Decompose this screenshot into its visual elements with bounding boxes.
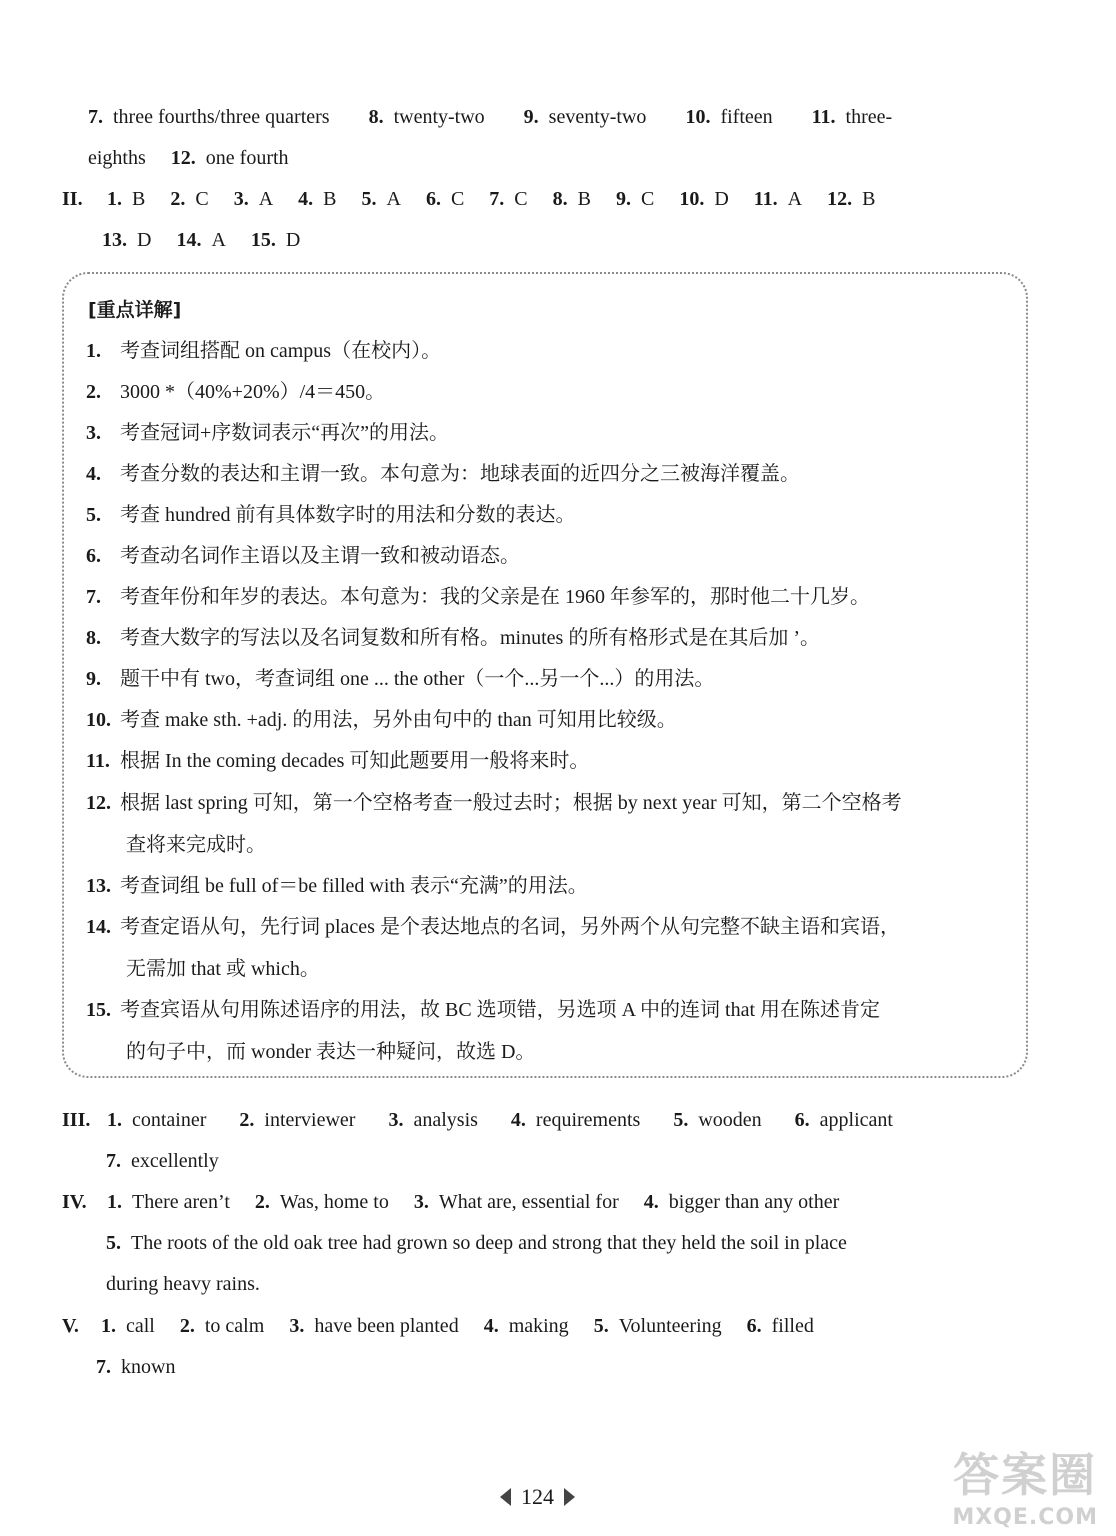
section-4-roman: IV. [62, 1191, 87, 1213]
answer-item: 3. A [233, 188, 274, 210]
answer-item: 8. B [552, 188, 591, 210]
section-1-row-1 [88, 104, 912, 130]
answer-item: 4. requirements [510, 1109, 641, 1131]
section-3-roman: III. [62, 1109, 91, 1131]
answer-item: 12. B [827, 188, 876, 210]
answer-item: 3. analysis [388, 1109, 478, 1131]
explanation-line: 13. 考查词组 be full of＝be filled with 表示“充满”的用法。 [86, 875, 588, 897]
section-4-row-1 [62, 1189, 859, 1215]
answer-item: 5. Volunteering [593, 1315, 722, 1337]
page-number-bar [500, 1484, 575, 1510]
section-5-roman: V. [62, 1315, 79, 1337]
explanation-line: 4. 考查分数的表达和主谓一致。本句意为：地球表面的近四分之三被海洋覆盖。 [86, 463, 800, 485]
answer-continuation: during heavy rains. [106, 1273, 260, 1295]
answer-item: 11. A [753, 188, 803, 210]
answer-item: 13. D [102, 229, 152, 251]
answer-item: 4. B [298, 188, 337, 210]
answer-item: 14. A [176, 229, 226, 251]
explanation-heading: [重点详解] [88, 299, 182, 321]
explanation-line: 6. 考查动名词作主语以及主谓一致和被动语态。 [86, 545, 520, 567]
page-number: 124 [521, 1484, 554, 1509]
section-2-row-1 [62, 186, 895, 212]
watermark-logo [952, 1439, 1098, 1530]
answer-item: 6. C [425, 188, 465, 210]
answer-item: 6. applicant [794, 1109, 893, 1131]
answer-item: 10. fifteen [685, 106, 773, 128]
explanation-line: 12. 根据 last spring 可知，第一个空格考查一般过去时；根据 by next year 可知，第二个空格考 [86, 792, 902, 814]
answer-item: 11. three- [811, 106, 893, 128]
answer-item: 5. A [361, 188, 401, 210]
answer-item: eighths [88, 147, 146, 169]
explanation-line: 5. 考查 hundred 前有具体数字时的用法和分数的表达。 [86, 504, 576, 526]
right-triangle-icon [564, 1488, 575, 1506]
answer-item: 9. seventy-two [523, 106, 647, 128]
left-triangle-icon [500, 1488, 511, 1506]
answer-item: 2. interviewer [239, 1109, 356, 1131]
answer-item: 1. container [107, 1109, 207, 1131]
explanation-line: 3. 考查冠词+序数词表示“再次”的用法。 [86, 422, 450, 444]
answer-item: 3. have been planted [289, 1315, 459, 1337]
answer-item: 12. one fourth [170, 147, 289, 169]
answer-item: 2. C [170, 188, 209, 210]
explanation-line: 11. 根据 In the coming decades 可知此题要用一般将来时。 [86, 750, 590, 772]
explanation-line: 7. 考查年份和年岁的表达。本句意为：我的父亲是在 1960 年参军的，那时他二十几岁。 [86, 586, 870, 608]
answer-item: 5. The roots of the old oak tree had grown so deep and strong that they held the soil in place [106, 1232, 847, 1254]
section-4-row-2 [106, 1230, 867, 1256]
section-2-row-2 [102, 227, 320, 253]
answer-item: 7. known [96, 1356, 176, 1378]
answer-item: 1. call [101, 1315, 155, 1337]
answer-item: 7. C [489, 188, 528, 210]
watermark-line-1: 答案圈 [953, 1448, 1098, 1502]
section-3-row-2 [106, 1148, 239, 1174]
answer-item: 1. There aren’t [107, 1191, 230, 1213]
answer-item: 2. Was, home to [254, 1191, 389, 1213]
explanation-line: 查将来完成时。 [126, 834, 266, 856]
explanation-line: 10. 考查 make sth. +adj. 的用法，另外由句中的 than 可知用比较级。 [86, 709, 677, 731]
section-5-row-1 [62, 1313, 834, 1339]
explanation-line: 9. 题干中有 two，考查词组 one ... the other（一个...另一个...）的用法。 [86, 668, 715, 690]
answer-item: 8. twenty-two [368, 106, 485, 128]
answer-item: 6. filled [746, 1315, 814, 1337]
explanation-line: 8. 考查大数字的写法以及名词复数和所有格。minutes 的所有格形式是在其后加 ’。 [86, 627, 820, 649]
answer-item: 4. making [483, 1315, 569, 1337]
section-5-row-2 [96, 1354, 195, 1380]
answer-item: 4. bigger than any other [643, 1191, 840, 1213]
answer-item: 7. three fourths/three quarters [88, 106, 330, 128]
section-3-row-1 [62, 1107, 913, 1133]
answer-item: 3. What are, essential for [413, 1191, 619, 1213]
section-4-row-3 [106, 1271, 260, 1297]
answer-item: 7. excellently [106, 1150, 219, 1172]
answer-item: 2. to calm [179, 1315, 265, 1337]
answer-item: 15. D [250, 229, 301, 251]
watermark-line-2: MXQE.COM [952, 1505, 1098, 1530]
section-2-roman: II. [62, 188, 83, 210]
explanation-line: 无需加 that 或 which。 [126, 958, 320, 980]
explanation-line: 14. 考查定语从句，先行词 places 是个表达地点的名词，另外两个从句完整不缺主语和宾语， [86, 916, 900, 938]
answer-item: 5. wooden [673, 1109, 762, 1131]
answer-item: 1. B [107, 188, 146, 210]
answer-item: 9. C [615, 188, 655, 210]
explanation-line: 的句子中，而 wonder 表达一种疑问，故选 D。 [126, 1041, 536, 1063]
answer-item: 10. D [679, 188, 729, 210]
explanation-line: 1. 考查词组搭配 on campus（在校内）。 [86, 340, 442, 362]
explanation-line: 15. 考查宾语从句用陈述语序的用法，故 BC 选项错，另选项 A 中的连词 that 用在陈述肯定 [86, 999, 881, 1021]
explanation-line: 2. 3000 *（40%+20%）/4＝450。 [86, 381, 386, 403]
section-1-row-2 [88, 145, 309, 171]
